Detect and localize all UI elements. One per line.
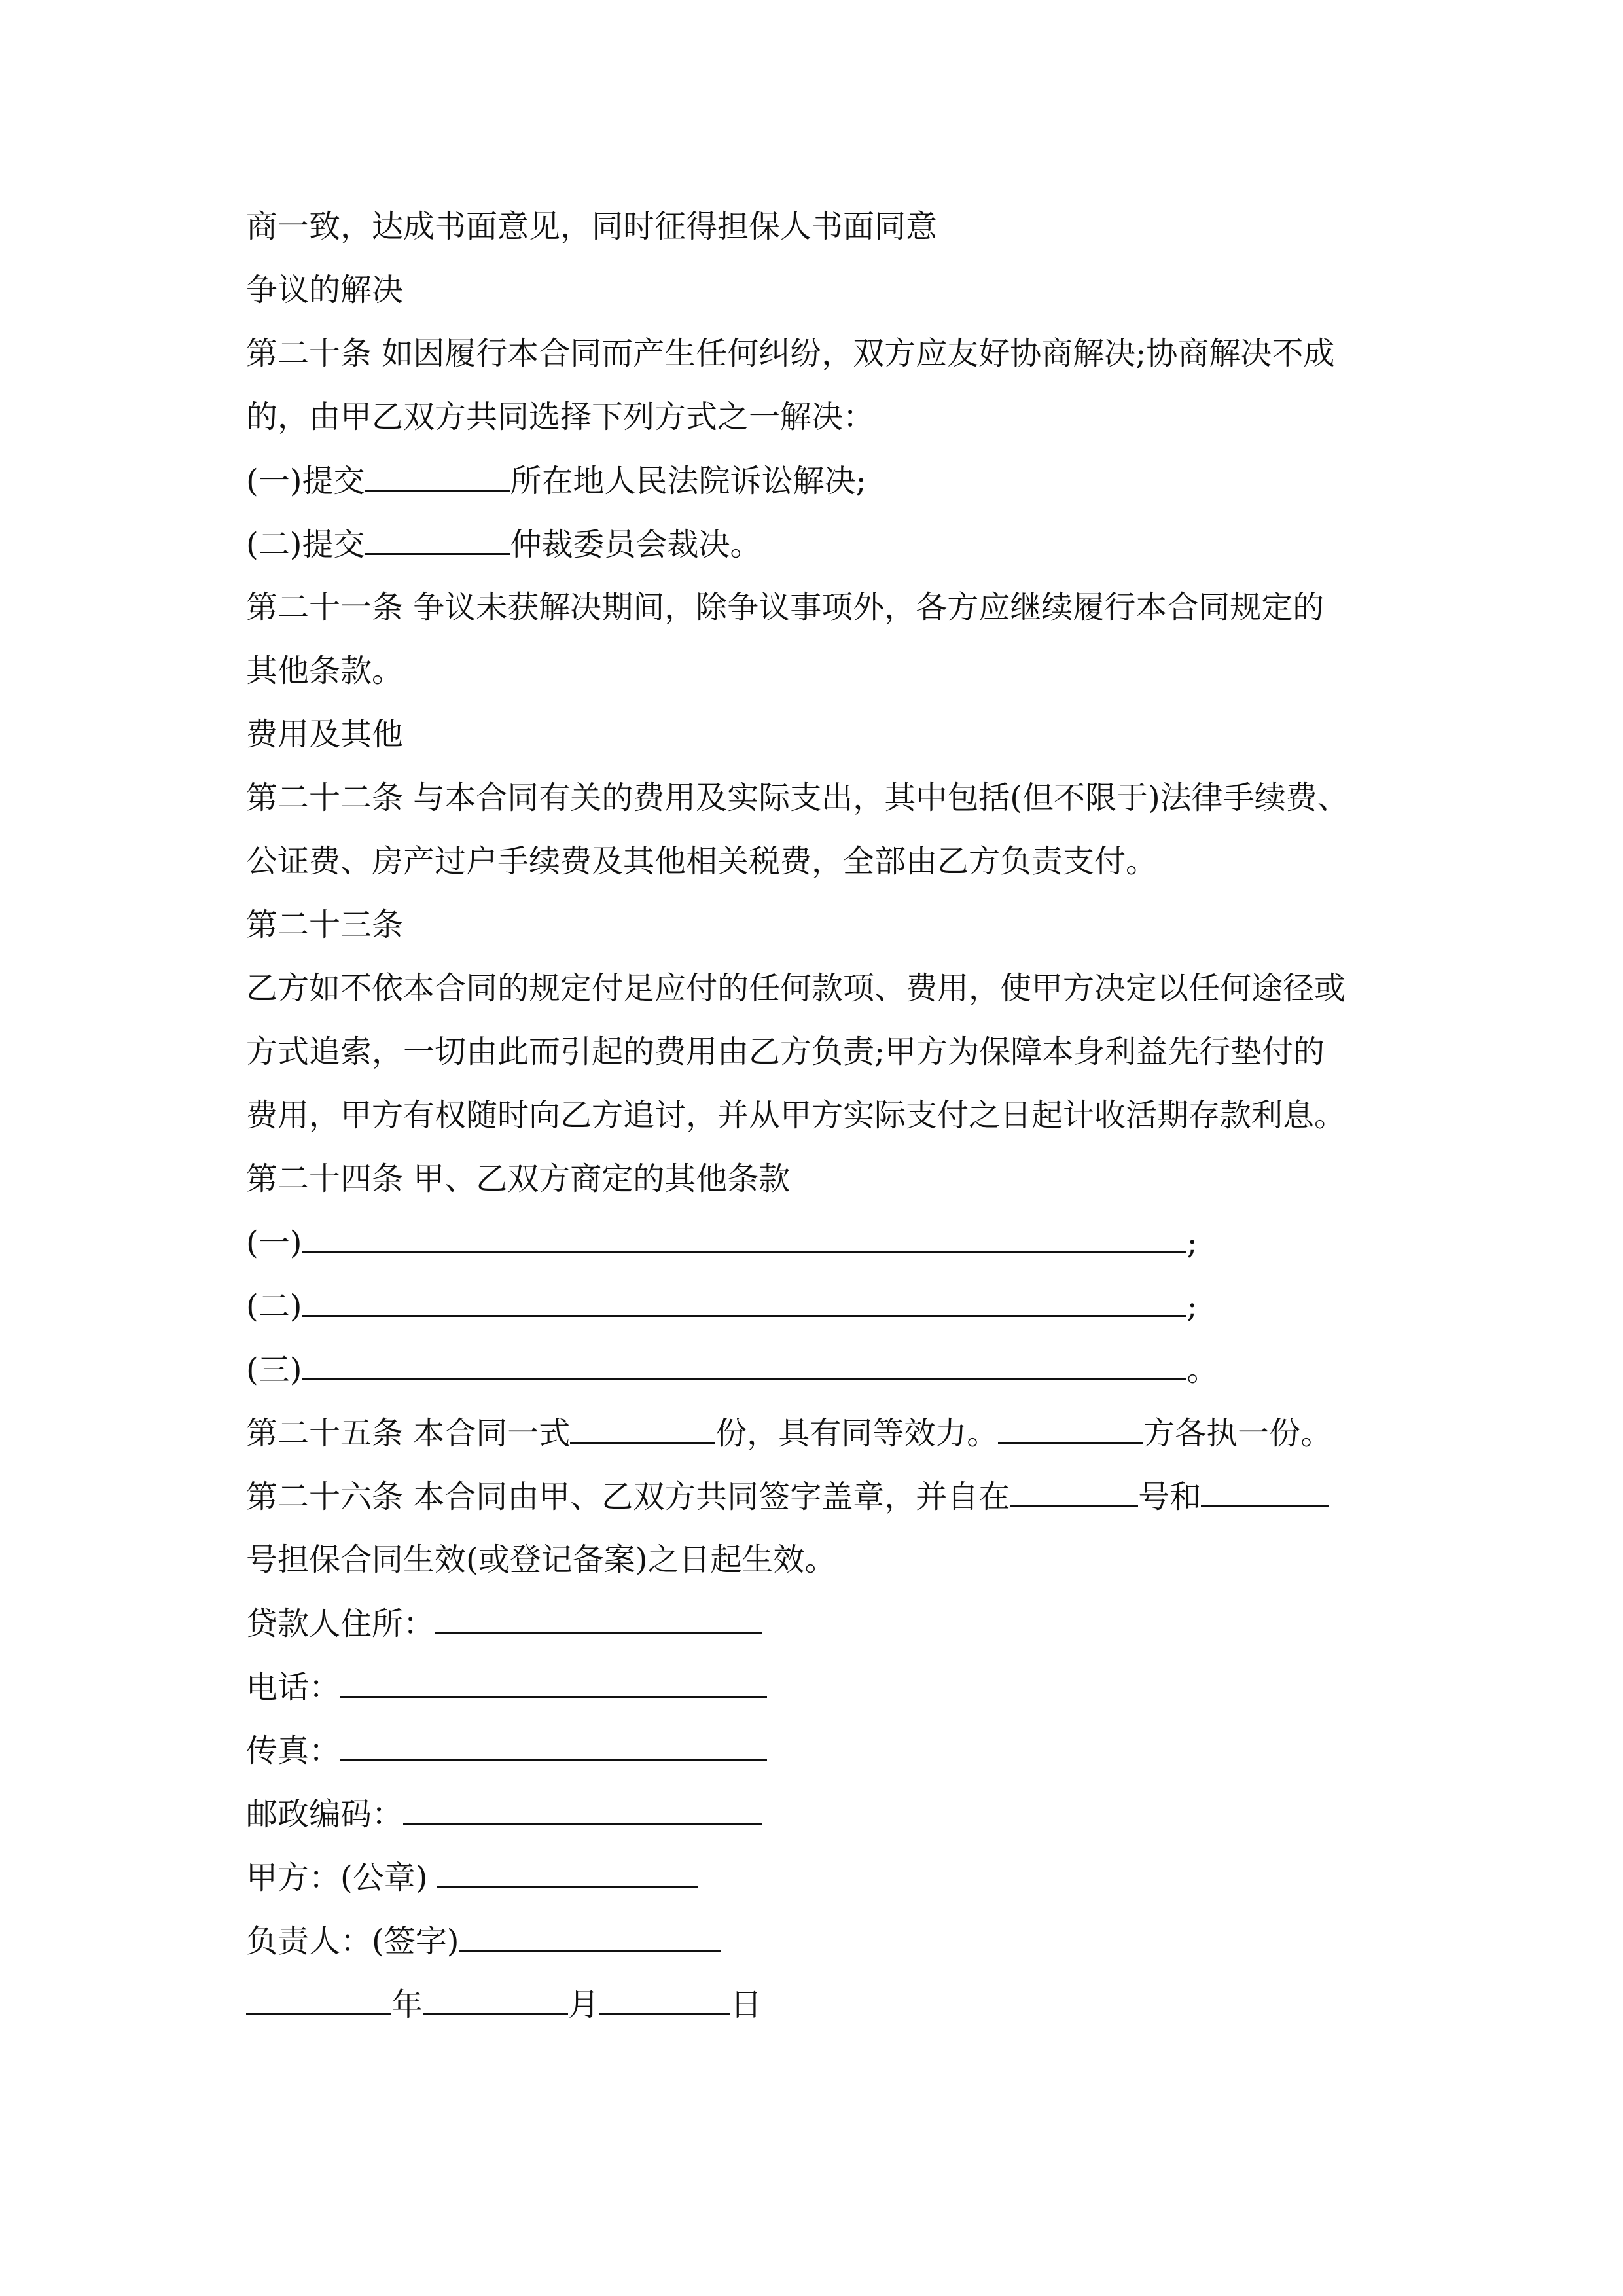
option-arbitration-prefix: (二)提交 <box>246 526 365 563</box>
section-heading-fees: 费用及其他 <box>246 716 404 753</box>
article-23-heading: 第二十三条 <box>246 906 404 943</box>
month-label: 月 <box>568 1986 600 2023</box>
article-25-part-2: 份，具有同等效力。 <box>715 1415 999 1452</box>
lender-address-row <box>246 1604 762 1643</box>
option-arbitration <box>246 524 761 564</box>
phone-label: 电话： <box>246 1669 341 1706</box>
year-label: 年 <box>391 1986 423 2023</box>
lender-address-label: 贷款人住所： <box>246 1605 435 1642</box>
other-term-2-end: ; <box>1186 1288 1198 1325</box>
article-22-line-1: 第二十二条 与本合同有关的费用及实际支出，其中包括(但不限于)法律手续费、 <box>246 780 1349 816</box>
article-23-line-3: 费用，甲方有权随时向乙方追讨，并从甲方实际支付之日起计收活期存款利息。 <box>246 1097 1346 1134</box>
postcode-blank[interactable] <box>403 1794 762 1825</box>
other-term-2-label: (二) <box>246 1288 302 1325</box>
option-court <box>246 461 866 501</box>
fax-label: 传真： <box>246 1732 341 1769</box>
option-court-prefix: (一)提交 <box>246 463 365 499</box>
lender-address-blank[interactable] <box>435 1604 762 1634</box>
text-line: 商一致，达成书面意见，同时征得担保人书面同意 <box>246 208 938 245</box>
month-blank[interactable] <box>423 1984 568 2015</box>
phone-blank[interactable] <box>340 1667 767 1698</box>
party-a-seal-row <box>246 1857 698 1897</box>
signatory-label: 负责人：(签字) <box>246 1923 459 1960</box>
signatory-row <box>246 1921 721 1961</box>
date-row <box>246 1984 762 2024</box>
court-location-blank[interactable] <box>365 461 510 492</box>
article-20-line-1: 第二十条 如因履行本合同而产生任何纠纷，双方应友好协商解决;协商解决不成 <box>246 335 1335 372</box>
party-a-seal-blank[interactable] <box>437 1857 698 1888</box>
other-term-3 <box>246 1350 1218 1390</box>
other-term-2-blank[interactable] <box>302 1286 1186 1317</box>
other-term-1-label: (一) <box>246 1225 302 1261</box>
article-26-part-1: 第二十六条 本合同由甲、乙双方共同签字盖章，并自在 <box>246 1479 1010 1515</box>
other-term-3-label: (三) <box>246 1352 302 1388</box>
postcode-label: 邮政编码： <box>246 1796 404 1833</box>
article-21-line-1: 第二十一条 争议未获解决期间，除争议事项外，各方应继续履行本合同规定的 <box>246 589 1325 626</box>
article-21-line-2: 其他条款。 <box>246 653 404 689</box>
other-term-1 <box>246 1223 1198 1263</box>
year-blank[interactable] <box>246 1984 391 2015</box>
article-25-part-3: 方各执一份。 <box>1143 1415 1332 1452</box>
postcode-row <box>246 1794 762 1834</box>
other-term-3-blank[interactable] <box>302 1350 1186 1380</box>
section-heading-dispute: 争议的解决 <box>246 272 404 308</box>
parties-blank[interactable] <box>998 1413 1143 1444</box>
article-20-line-2: 的，由甲乙双方共同选择下列方式之一解决： <box>246 399 875 435</box>
copies-count-blank[interactable] <box>570 1413 715 1444</box>
option-arbitration-suffix: 仲裁委员会裁决。 <box>510 526 762 563</box>
arbitration-committee-blank[interactable] <box>365 524 510 555</box>
article-25 <box>246 1413 1332 1453</box>
contract-number-blank-1[interactable] <box>1010 1477 1138 1507</box>
option-court-suffix: 所在地人民法院诉讼解决; <box>510 463 866 499</box>
day-label: 日 <box>730 1986 762 2023</box>
signatory-blank[interactable] <box>459 1921 721 1952</box>
article-23-line-1: 乙方如不依本合同的规定付足应付的任何款项、费用，使甲方决定以任何途径或 <box>246 970 1346 1007</box>
other-term-2 <box>246 1286 1198 1326</box>
article-22-line-2: 公证费、房产过户手续费及其他相关税费，全部由乙方负责支付。 <box>246 843 1158 880</box>
fax-row <box>246 1731 767 1770</box>
other-term-1-blank[interactable] <box>302 1223 1186 1253</box>
contract-number-blank-2[interactable] <box>1201 1477 1329 1507</box>
fax-blank[interactable] <box>340 1731 767 1761</box>
article-24-heading: 第二十四条 甲、乙双方商定的其他条款 <box>246 1160 791 1197</box>
article-26-line-2: 号担保合同生效(或登记备案)之日起生效。 <box>246 1541 836 1578</box>
day-blank[interactable] <box>599 1984 730 2015</box>
article-26-part-2: 号和 <box>1138 1479 1202 1515</box>
other-term-3-end: 。 <box>1186 1352 1219 1388</box>
article-26-line-1 <box>246 1477 1329 1516</box>
article-25-part-1: 第二十五条 本合同一式 <box>246 1415 571 1452</box>
article-23-line-2: 方式追索，一切由此而引起的费用由乙方负责;甲方为保障本身利益先行垫付的 <box>246 1033 1325 1070</box>
other-term-1-end: ; <box>1186 1225 1198 1261</box>
party-a-seal-label: 甲方：(公章) <box>246 1859 428 1896</box>
phone-row <box>246 1667 767 1707</box>
